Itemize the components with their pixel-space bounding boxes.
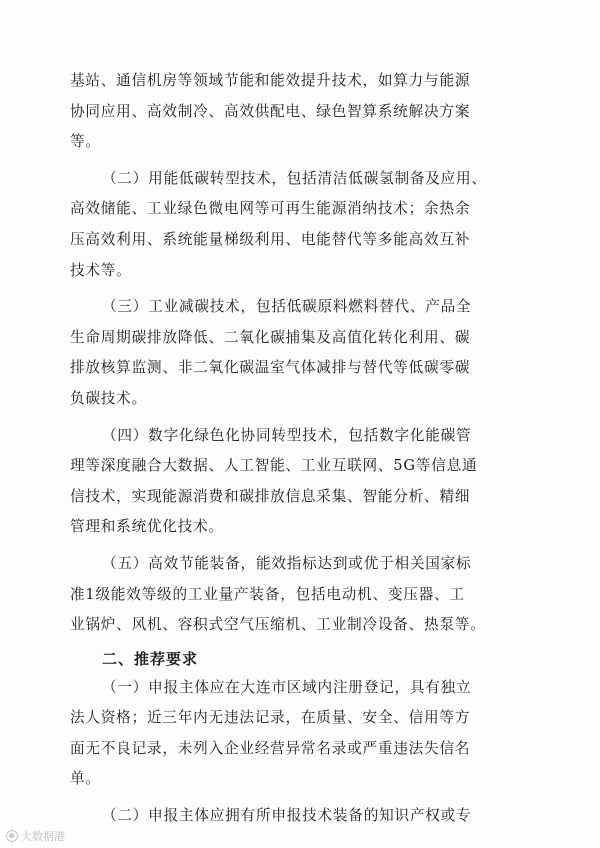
paragraph-low-carbon-energy [70, 164, 532, 286]
weibo-style-logo-icon [6, 830, 18, 842]
text-line: 法人资格；近三年内无违法记录，在质量、安全、信用等方 [70, 709, 471, 727]
paragraph-industrial-carbon-reduction [70, 292, 532, 414]
paragraph-applicant-eligibility [70, 673, 532, 795]
text-line: （二）用能低碳转型技术，包括清洁低碳氢制备及应用、 [102, 169, 487, 187]
document-body [70, 66, 532, 832]
text-line: 等。 [70, 133, 101, 151]
text-line: 高效储能、工业绿色微电网等可再生能源消纳技术；余热余 [70, 200, 471, 218]
text-line: 单。 [70, 770, 101, 788]
watermark-text: 大数据港 [21, 830, 65, 843]
text-line: 基站、通信机房等领域节能和能效提升技术，如算力与能源 [70, 72, 471, 89]
watermark [6, 828, 65, 844]
paragraph-intellectual-property [70, 801, 532, 832]
text-line: 理等深度融合大数据、人工智能、工业互联网、5G等信息通 [70, 457, 478, 475]
section-heading: 二、推荐要求 [102, 649, 199, 668]
paragraph-continuation [70, 66, 532, 158]
text-line: （二）申报主体应拥有所申报技术装备的知识产权或专 [102, 807, 472, 825]
text-line: （四）数字化绿色化协同转型技术，包括数字化能碳管 [102, 426, 472, 444]
text-line: 压高效利用、系统能量梯级利用、电能替代等多能高效互补 [70, 230, 471, 248]
text-line: 负碳技术。 [70, 389, 147, 407]
text-line: 管理和系统优化技术。 [70, 518, 224, 536]
text-line: （五）高效节能装备，能效指标达到或优于相关国家标 [102, 554, 472, 572]
text-line: 协同应用、高效制冷、高效供配电、绿色智算系统解决方案 [70, 102, 471, 120]
text-line: （三）工业减碳技术，包括低碳原料燃料替代、产品全 [102, 298, 472, 316]
text-line: 信技术，实现能源消费和碳排放信息采集、智能分析、精细 [70, 487, 471, 505]
text-line: 技术等。 [70, 261, 132, 279]
paragraph-digital-green-transformation [70, 421, 532, 543]
text-line: 面无不良记录，未列入企业经营异常名录或严重违法失信名 [70, 739, 471, 757]
text-line: 业锅炉、风机、容积式空气压缩机、工业制冷设备、热泵等。 [70, 616, 486, 634]
text-line: 排放核算监测、非二氧化碳温室气体减排与替代等低碳零碳 [70, 359, 471, 377]
paragraph-energy-efficient-equipment [70, 549, 532, 641]
text-line: 准1级能效等级的工业量产装备，包括电动机、变压器、工 [70, 585, 465, 603]
text-line: （一）申报主体应在大连市区域内注册登记，具有独立 [102, 678, 472, 696]
text-line: 生命周期碳排放降低、二氧化碳捕集及高值化转化利用、碳 [70, 328, 471, 346]
